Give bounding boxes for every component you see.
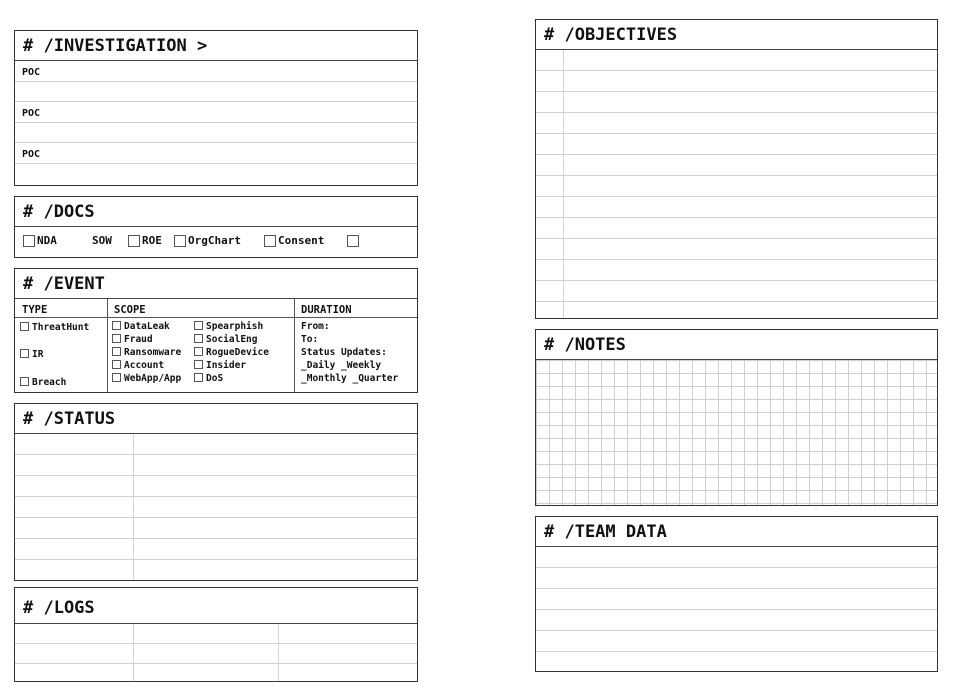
scope-ransomware[interactable]: [112, 347, 181, 358]
checkbox-icon[interactable]: [347, 235, 359, 247]
option-label: DataLeak: [124, 321, 170, 332]
event-type-heading: TYPE: [15, 299, 107, 318]
scope-roguedevice[interactable]: [194, 347, 269, 358]
poc-label: POC: [22, 67, 41, 78]
docs-item-nda[interactable]: [23, 234, 57, 247]
team-data-row[interactable]: [536, 568, 937, 589]
docs-item-roe[interactable]: [128, 234, 162, 247]
team-data-rows: [536, 547, 937, 671]
scope-spearphish[interactable]: [194, 321, 263, 332]
checkbox-icon[interactable]: [194, 373, 203, 382]
scope-webapp[interactable]: [112, 373, 181, 384]
option-label: Fraud: [124, 334, 153, 345]
option-label: Insider: [206, 360, 247, 371]
poc-label: POC: [22, 149, 41, 160]
event-scope-column: [108, 299, 294, 392]
scope-insider[interactable]: [194, 360, 246, 371]
docs-label: OrgChart: [188, 234, 241, 247]
poc-input-row[interactable]: [15, 164, 417, 185]
event-type-threathunt[interactable]: [20, 322, 89, 333]
option-label: DoS: [206, 373, 224, 384]
team-data-row[interactable]: [536, 547, 937, 568]
objective-row[interactable]: [536, 134, 937, 155]
duration-status-updates: Status Updates:: [301, 347, 387, 358]
status-row[interactable]: [15, 560, 417, 580]
checkbox-icon[interactable]: [128, 235, 140, 247]
option-label: RogueDevice: [206, 347, 269, 358]
logs-rows: [15, 624, 417, 681]
docs-label: NDA: [37, 234, 57, 247]
status-panel: [14, 403, 418, 581]
checkbox-icon[interactable]: [194, 334, 203, 343]
objective-row[interactable]: [536, 239, 937, 260]
docs-panel: [14, 196, 418, 258]
event-type-column: [15, 299, 107, 392]
logs-row[interactable]: [15, 644, 417, 664]
investigation-title: # /INVESTIGATION >: [15, 31, 417, 61]
team-data-panel: [535, 516, 938, 672]
objectives-panel: [535, 19, 938, 319]
poc-label-row: [15, 102, 417, 123]
event-duration-column: [295, 299, 417, 392]
checkbox-icon[interactable]: [20, 377, 29, 386]
duration-from: From:: [301, 321, 330, 332]
checkbox-icon[interactable]: [194, 360, 203, 369]
scope-fraud[interactable]: [112, 334, 153, 345]
team-data-title: # /TEAM DATA: [536, 517, 937, 547]
docs-item-blank[interactable]: [347, 234, 361, 247]
option-label: Account: [124, 360, 165, 371]
option-label: IR: [32, 349, 44, 360]
objectives-rows: [536, 50, 937, 319]
objective-row[interactable]: [536, 302, 937, 319]
poc-label: POC: [22, 108, 41, 119]
notes-panel: [535, 329, 938, 506]
duration-daily-weekly: _Daily _Weekly: [301, 360, 382, 371]
logs-panel: [14, 587, 418, 682]
checkbox-icon[interactable]: [112, 334, 121, 343]
team-data-row[interactable]: [536, 589, 937, 610]
docs-label: ROE: [142, 234, 162, 247]
checkbox-icon[interactable]: [112, 347, 121, 356]
poc-input-row[interactable]: [15, 123, 417, 143]
docs-checklist: [15, 227, 417, 257]
checkbox-icon[interactable]: [194, 321, 203, 330]
event-title: # /EVENT: [15, 269, 417, 299]
objective-row[interactable]: [536, 197, 937, 218]
checkbox-icon[interactable]: [174, 235, 186, 247]
logs-title: # /LOGS: [15, 588, 417, 624]
team-data-row[interactable]: [536, 652, 937, 671]
option-label: ThreatHunt: [32, 322, 90, 333]
objective-row[interactable]: [536, 260, 937, 281]
logs-row[interactable]: [15, 624, 417, 644]
checkbox-icon[interactable]: [112, 321, 121, 330]
event-scope-heading: SCOPE: [108, 299, 294, 318]
notes-title: # /NOTES: [536, 330, 937, 360]
logs-row[interactable]: [15, 664, 417, 681]
checkbox-icon[interactable]: [112, 373, 121, 382]
duration-monthly-quarter: _Monthly _Quarter: [301, 373, 399, 384]
poc-label-row: [15, 143, 417, 164]
duration-to: To:: [301, 334, 319, 345]
status-row[interactable]: [15, 497, 417, 518]
status-title: # /STATUS: [15, 404, 417, 434]
event-panel: [14, 268, 418, 393]
objective-row[interactable]: [536, 155, 937, 176]
team-data-row[interactable]: [536, 610, 937, 631]
checkbox-icon[interactable]: [20, 349, 29, 358]
checkbox-icon[interactable]: [264, 235, 276, 247]
team-data-row[interactable]: [536, 631, 937, 652]
objective-row[interactable]: [536, 281, 937, 302]
checkbox-icon[interactable]: [112, 360, 121, 369]
objective-row[interactable]: [536, 218, 937, 239]
status-row[interactable]: [15, 518, 417, 539]
docs-item-consent[interactable]: [264, 234, 324, 247]
objective-row[interactable]: [536, 50, 937, 71]
event-type-ir[interactable]: [20, 349, 43, 360]
docs-title: # /DOCS: [15, 197, 417, 227]
objective-row[interactable]: [536, 176, 937, 197]
status-rows: [15, 434, 417, 580]
status-row[interactable]: [15, 455, 417, 476]
status-row[interactable]: [15, 476, 417, 497]
scope-socialeng[interactable]: [194, 334, 257, 345]
investigation-panel: [14, 30, 418, 186]
poc-label-row: [15, 61, 417, 82]
scope-dos[interactable]: [194, 373, 223, 384]
objective-row[interactable]: [536, 71, 937, 92]
status-row[interactable]: [15, 539, 417, 560]
objectives-title: # /OBJECTIVES: [536, 20, 937, 50]
docs-item-sow[interactable]: [92, 234, 112, 247]
poc-section: [15, 61, 417, 185]
notes-grid[interactable]: [536, 360, 937, 505]
option-label: Breach: [32, 377, 67, 388]
option-label: SocialEng: [206, 334, 258, 345]
option-label: WebApp/App: [124, 373, 182, 384]
docs-label: SOW: [92, 234, 112, 247]
objective-row[interactable]: [536, 113, 937, 134]
option-label: Ransomware: [124, 347, 182, 358]
checkbox-icon[interactable]: [194, 347, 203, 356]
poc-input-row[interactable]: [15, 82, 417, 102]
checkbox-icon[interactable]: [23, 235, 35, 247]
option-label: Spearphish: [206, 321, 264, 332]
docs-item-orgchart[interactable]: [174, 234, 241, 247]
status-row[interactable]: [15, 434, 417, 455]
event-duration-heading: DURATION: [295, 299, 417, 318]
checkbox-icon[interactable]: [20, 322, 29, 331]
objective-row[interactable]: [536, 92, 937, 113]
docs-label: Consent: [278, 234, 325, 247]
event-type-breach[interactable]: [20, 377, 66, 388]
scope-account[interactable]: [112, 360, 164, 371]
scope-dataleak[interactable]: [112, 321, 170, 332]
